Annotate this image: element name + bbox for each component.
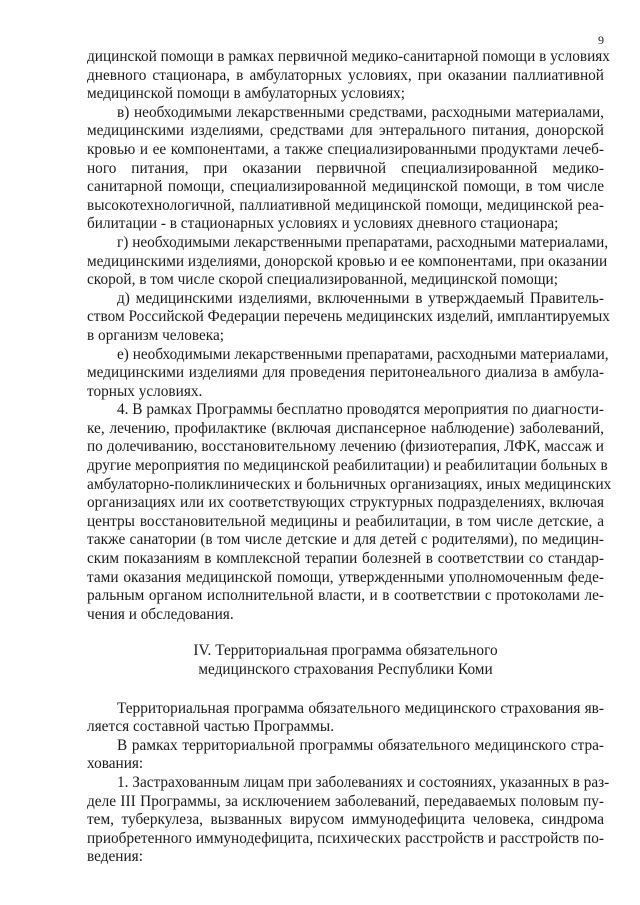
text-line: 1. Застрахованным лицам при заболеваниях и состояниях, указанных в раз-	[117, 773, 610, 791]
text-line: ством Российской Федерации перечень медицинских изделий, имплантируемых	[87, 308, 610, 326]
text-line: ральным органом исполнительной власти, и в соответствии с протоколами ле-	[87, 587, 604, 605]
text-line: е) необходимыми лекарственными препаратами, расходными материалами,	[117, 345, 609, 363]
text-line: медицинскими изделиями для проведения перитонеального диализа в амбула-	[87, 364, 604, 382]
text-line: тем, туберкулеза, вызванных вирусом иммунодефицита человека, синдрома	[87, 811, 604, 829]
heading-line: медицинского страхования Республики Коми	[198, 661, 493, 678]
text-line: приобретенного иммунодефицита, психических расстройств и расстройств по-	[87, 829, 604, 847]
text-line: тами оказания медицинской помощи, утвержденными уполномоченным феде-	[87, 568, 604, 586]
text-line: торных условиях.	[87, 382, 203, 400]
text-line: ляется составной частью Программы.	[87, 718, 335, 736]
text-line: скорой, в том числе скорой специализированной, медицинской помощи;	[87, 271, 558, 289]
text-line: 4. В рамках Программы бесплатно проводятся мероприятия по диагности-	[117, 401, 604, 419]
text-line: санитарной помощи, специализированной медицинской помощи, в том числе	[87, 178, 604, 196]
section-text-bottom	[87, 699, 610, 867]
text-line: дицинской помощи в рамках первичной медико-санитарной помощи в условиях	[87, 48, 610, 65]
text-line: чения и обследования.	[87, 605, 234, 623]
text-line: д) медицинскими изделиями, включенными в утверждаемый Правитель-	[117, 289, 604, 307]
text-line: Территориальная программа обязательного медицинского страхования яв-	[117, 699, 604, 717]
document-body	[87, 48, 612, 867]
text-line: билитации - в стационарных условиях и условиях дневного стационара;	[87, 215, 559, 233]
section-heading	[87, 642, 604, 679]
text-line: центры восстановительной медицины и реабилитации, в том числе детские, а	[87, 512, 604, 530]
text-line: в организм человека;	[87, 326, 225, 344]
text-line: медицинскими изделиями, донорской кровью и ее компонентами, при оказании	[87, 252, 608, 270]
text-line: в) необходимыми лекарственными средствами, расходными материалами,	[117, 103, 604, 121]
text-line: медицинской помощи в амбулаторных условиях;	[87, 85, 406, 103]
text-line: В рамках территориальной программы обязательного медицинского стра-	[117, 736, 604, 754]
text-line: кровью и ее компонентами, а также специализированными продуктами лечеб-	[87, 140, 604, 158]
text-line: организациях или их соответствующих структурных подразделениях, включая	[87, 494, 604, 512]
heading-line: IV. Территориальная программа обязательного	[193, 642, 498, 660]
text-line: дневного стационара, в амбулаторных условиях, при оказании паллиативной	[87, 66, 604, 84]
text-line: ведения:	[87, 848, 143, 866]
text-line: г) необходимыми лекарственными препаратами, расходными материалами,	[117, 233, 609, 251]
text-line: по долечиванию, восстановительному лечению (физиотерапия, ЛФК, массаж и	[87, 438, 604, 456]
text-line: ке, лечению, профилактике (включая диспансерное наблюдение) заболеваний,	[87, 419, 604, 437]
text-line: деле III Программы, за исключением заболеваний, передаваемых половым пу-	[87, 792, 604, 810]
text-line: высокотехнологичной, паллиативной медицинской помощи, медицинской реа-	[87, 196, 604, 214]
text-line: ного питания, при оказании первичной специализированной медико-	[87, 159, 604, 177]
text-line: также санатории (в том числе детские и для детей с родителями), по медицин-	[87, 531, 604, 549]
text-line: другие мероприятия по медицинской реабилитации) и реабилитации больных в	[87, 457, 608, 475]
text-line: хования:	[87, 755, 144, 773]
text-line: амбулаторно-поликлинических и больничных организациях, иных медицинских	[87, 475, 612, 493]
section-text-top	[87, 48, 612, 624]
text-line: медицинскими изделиями, средствами для энтерального питания, донорской	[87, 122, 604, 140]
text-line: ским показаниям в комплексной терапии болезней в соответствии со стандар-	[87, 550, 604, 568]
page-number: 9	[598, 33, 604, 47]
